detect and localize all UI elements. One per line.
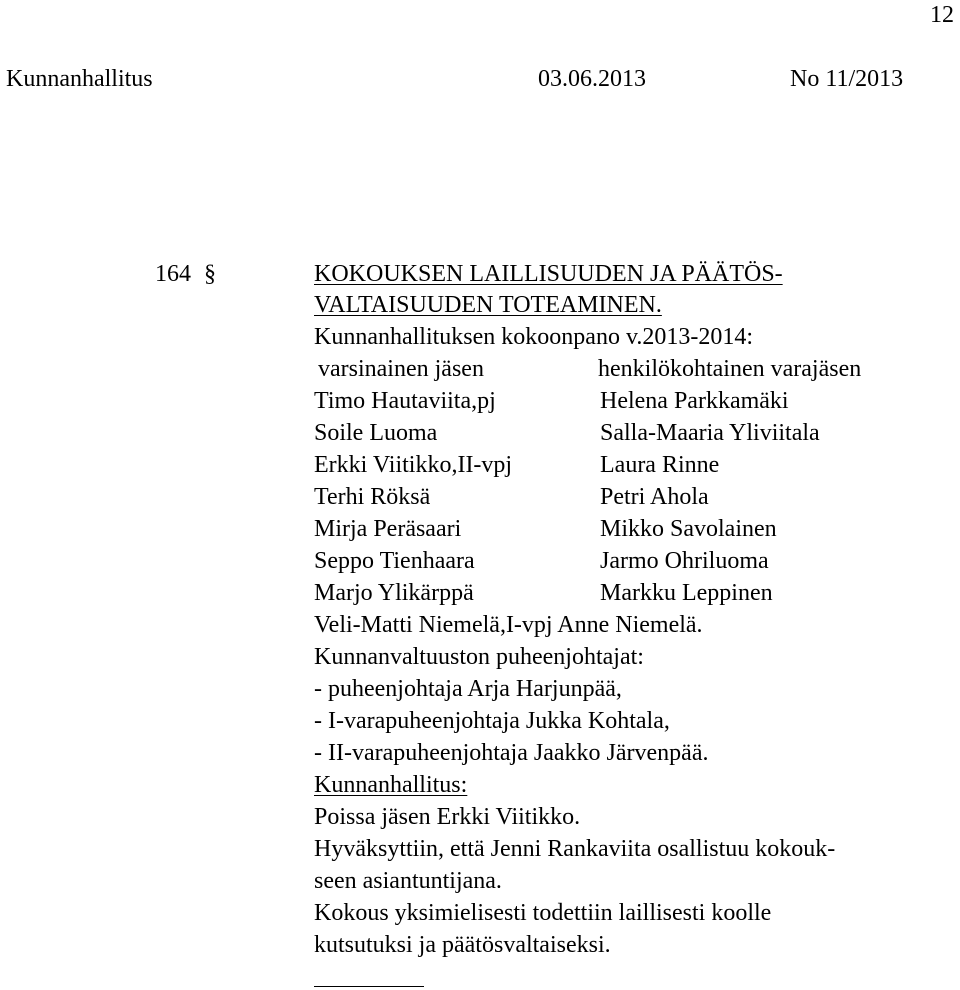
page-number: 12 xyxy=(930,2,954,28)
meeting-number: No 11/2013 xyxy=(790,66,904,92)
council-line: - II-varapuheenjohtaja Jaakko Järvenpää. xyxy=(314,740,709,766)
composition-heading: Kunnanhallituksen kokoonpano v.2013-2014: xyxy=(314,324,754,350)
decision-line2: kutsutuksi ja päätösvaltaiseksi. xyxy=(314,932,611,958)
council-heading: Kunnanvaltuuston puheenjohtajat: xyxy=(314,644,644,670)
approved-line2: seen asiantuntijana. xyxy=(314,868,502,894)
member-name: Seppo Tienhaara xyxy=(314,548,475,574)
member-name: Timo Hautaviita,pj xyxy=(314,388,496,414)
deputy-name: Mikko Savolainen xyxy=(600,516,777,542)
bottom-rule xyxy=(314,986,424,987)
absent-line: Poissa jäsen Erkki Viitikko. xyxy=(314,804,581,830)
meeting-date: 03.06.2013 xyxy=(538,66,646,92)
deputy-name: Helena Parkkamäki xyxy=(600,388,789,414)
council-line: - I-varapuheenjohtaja Jukka Kohtala, xyxy=(314,708,670,734)
item-title-line1: KOKOUKSEN LAILLISUUDEN JA PÄÄTÖS- xyxy=(314,261,783,287)
approved-line1: Hyväksyttiin, että Jenni Rankaviita osallistuu kokouk- xyxy=(314,836,836,862)
item-title-line2: VALTAISUUDEN TOTEAMINEN. xyxy=(314,292,662,318)
deputy-column-header: henkilökohtainen varajäsen xyxy=(598,356,862,382)
member-name: Marjo Ylikärppä xyxy=(314,580,474,606)
member-name: Mirja Peräsaari xyxy=(314,516,462,542)
board-heading: Kunnanhallitus: xyxy=(314,772,468,798)
item-number: 164 xyxy=(155,261,191,287)
decision-line1: Kokous yksimielisesti todettiin laillisesti koolle xyxy=(314,900,772,926)
deputy-name: Markku Leppinen xyxy=(600,580,773,606)
body-name: Kunnanhallitus xyxy=(6,66,153,92)
deputy-name: Jarmo Ohriluoma xyxy=(600,548,769,574)
member-column-header: varsinainen jäsen xyxy=(318,356,484,382)
deputy-name: Laura Rinne xyxy=(600,452,720,478)
member-name: Terhi Röksä xyxy=(314,484,431,510)
section-sign: § xyxy=(204,261,216,287)
deputy-name: Petri Ahola xyxy=(600,484,709,510)
member-name: Soile Luoma xyxy=(314,420,438,446)
last-member-line: Veli-Matti Niemelä,I-vpj Anne Niemelä. xyxy=(314,612,703,638)
council-line: - puheenjohtaja Arja Harjunpää, xyxy=(314,676,622,702)
deputy-name: Salla-Maaria Yliviitala xyxy=(600,420,820,446)
member-name: Erkki Viitikko,II-vpj xyxy=(314,452,513,478)
